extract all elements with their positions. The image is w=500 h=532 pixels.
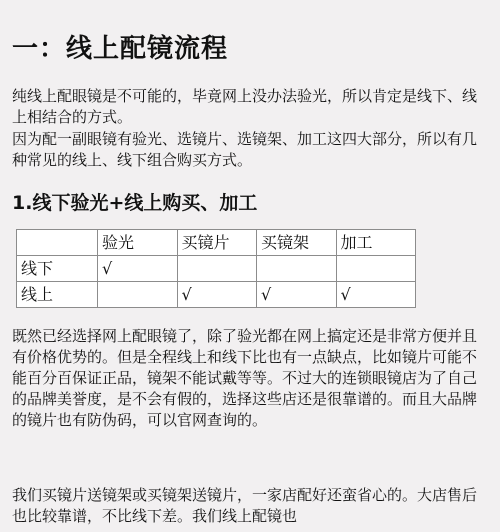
check-cell — [98, 282, 178, 308]
check-cell: √ — [177, 282, 257, 308]
table-row — [17, 282, 416, 308]
row-label: 线下 — [17, 256, 98, 282]
table-header-cell — [17, 230, 98, 256]
table-header-row — [17, 230, 416, 256]
row-label: 线上 — [17, 282, 98, 308]
purchase-method-table — [16, 229, 416, 307]
page-title: 一：线上配镜流程 — [12, 34, 229, 64]
check-cell: √ — [98, 256, 178, 282]
body-paragraph-1: 既然已经选择网上配眼镜了，除了验光都在网上搞定还是非常方便并且有价格优势的。但是全程线上和线下比也有一点缺点，比如镜片可能不能百分百保证正品，镜架不能试戴等等。不过大的连锁眼镜店为了自己的品牌美誉度，是不会有假的，选择这些店还是很靠谱的。而且大品牌的镜片也有防伪码，可以官网查询的。 — [12, 327, 478, 429]
comparison-table — [16, 229, 416, 308]
section-title: 1.线下验光+线上购买、加工 — [12, 192, 258, 214]
table-header-cell: 验光 — [98, 230, 178, 256]
check-cell: √ — [336, 282, 416, 308]
intro-paragraph-1: 纯线上配眼镜是不可能的，毕竟网上没办法验光，所以肯定是线下、线上相结合的方式。 — [12, 87, 478, 126]
check-cell — [257, 256, 337, 282]
table-header-cell: 买镜架 — [257, 230, 337, 256]
check-cell — [336, 256, 416, 282]
check-cell — [177, 256, 257, 282]
table-row — [17, 256, 416, 282]
check-cell: √ — [257, 282, 337, 308]
body-paragraph-2: 我们买镜片送镜架或买镜架送镜片，一家店配好还蛮省心的。大店售后也比较靠谱，不比线下差。我们线上配镜也 — [12, 486, 478, 525]
table-header-cell: 加工 — [336, 230, 416, 256]
table-header-cell: 买镜片 — [177, 230, 257, 256]
intro-paragraph-2: 因为配一副眼镜有验光、选镜片、选镜架、加工这四大部分，所以有几种常见的线上、线下组合购买方式。 — [12, 130, 478, 169]
